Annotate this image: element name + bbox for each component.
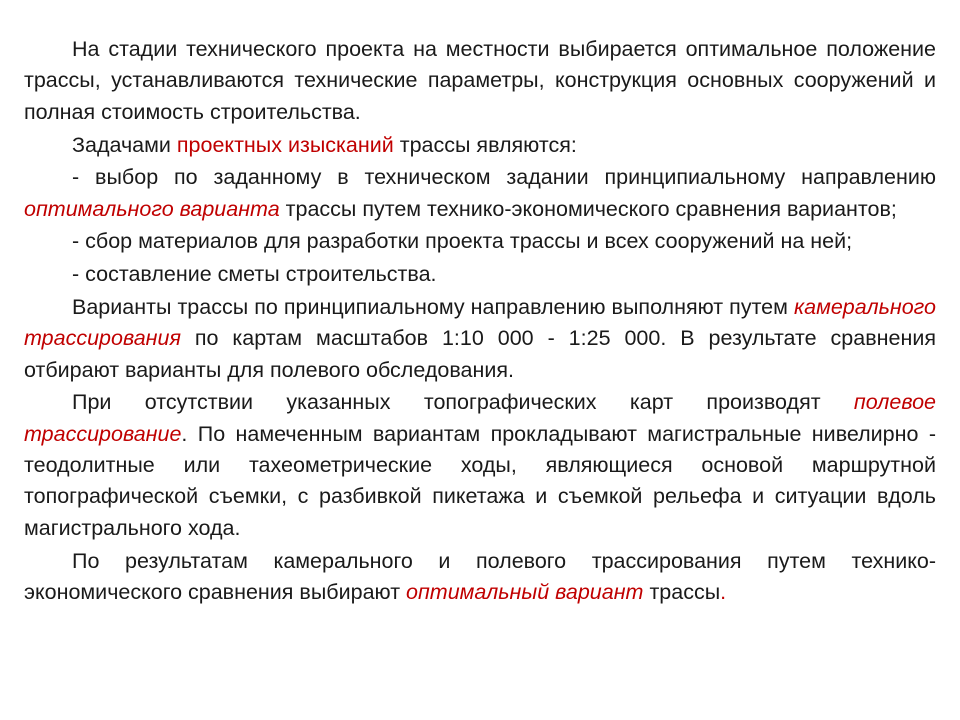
text-segment: - сбор материалов для разработки проекта трассы и всех сооружений на ней; bbox=[72, 229, 853, 254]
paragraph-1 bbox=[24, 34, 936, 128]
text-segment: . По намеченным вариантам прокладывают магистральные нивелирно - теодолитные или тахеометрические ходы, являющиеся основой маршрутной топографической съемки, с разбивкой пикетажа и съемкой рельефа и ситуации вдоль магистрального хода. bbox=[24, 421, 936, 540]
text-segment: По результатам камерального и полевого трассирования путем технико-экономического сравнения выбирают bbox=[24, 548, 936, 604]
text-segment: по картам масштабов 1:10 000 - 1:25 000. В результате сравнения отбирают варианты для полевого обследования. bbox=[24, 326, 936, 382]
text-segment: На стадии технического проекта на местности выбирается оптимальное положение трассы, устанавливаются технические параметры, конструкция основных сооружений и полная стоимость строительства. bbox=[24, 37, 936, 124]
highlighted-term: оптимальный вариант bbox=[406, 579, 644, 604]
slide-body bbox=[24, 34, 936, 610]
text-segment: Задачами bbox=[72, 132, 177, 157]
text-segment: трассы являются: bbox=[393, 132, 577, 157]
highlighted-term: проектных изысканий bbox=[176, 132, 394, 157]
paragraph-5 bbox=[24, 259, 936, 290]
highlighted-term: камерального трассирования bbox=[24, 294, 936, 351]
text-segment: При отсутствии указанных топографических карт производят bbox=[72, 390, 854, 415]
text-segment: Варианты трассы по принципиальному направлению выполняют путем bbox=[72, 294, 794, 319]
paragraph-8 bbox=[24, 546, 936, 609]
highlighted-term: . bbox=[720, 579, 727, 604]
paragraph-7 bbox=[24, 387, 936, 544]
highlighted-term: полевое трассирование bbox=[24, 390, 936, 446]
text-segment: трассы путем технико-экономического сравнения вариантов; bbox=[279, 196, 897, 221]
paragraph-3 bbox=[24, 162, 936, 225]
paragraph-2 bbox=[24, 130, 936, 161]
paragraph-6 bbox=[24, 292, 936, 386]
text-segment: - выбор по заданному в техническом задании принципиальному направлению bbox=[72, 165, 936, 190]
highlighted-term: оптимального варианта bbox=[24, 196, 280, 221]
text-segment: - составление сметы строительства. bbox=[72, 262, 437, 287]
paragraph-4 bbox=[24, 226, 936, 257]
text-segment: трассы bbox=[643, 579, 721, 604]
